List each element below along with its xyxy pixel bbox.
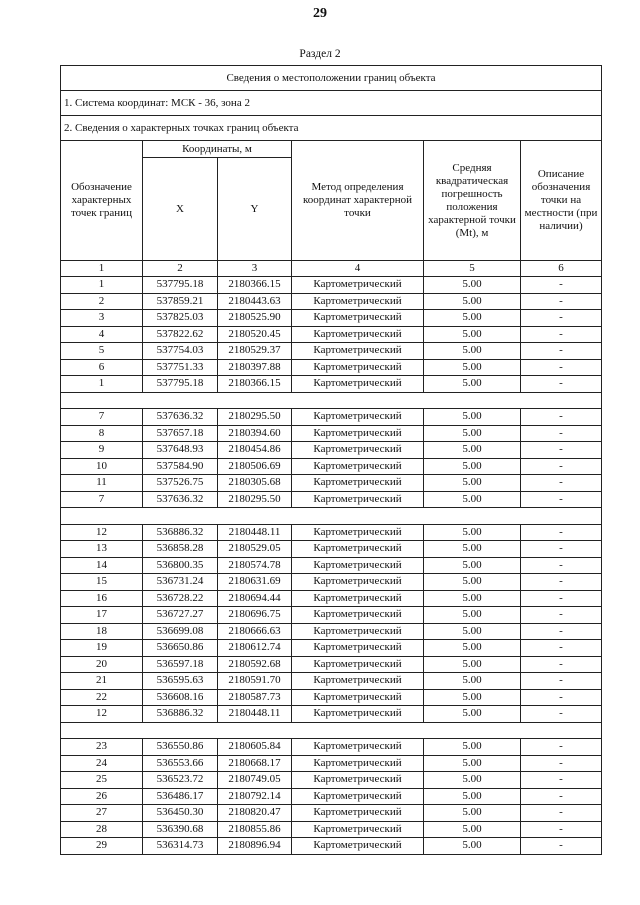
point-id-cell: 22 (61, 689, 143, 706)
table-row (61, 376, 602, 393)
method-cell: Картометрический (292, 805, 424, 822)
precision-cell: 5.00 (424, 343, 521, 360)
point-id-cell: 2 (61, 293, 143, 310)
precision-cell: 5.00 (424, 326, 521, 343)
table-row (61, 656, 602, 673)
x-coord-cell: 536886.32 (143, 524, 218, 541)
point-id-cell: 13 (61, 541, 143, 558)
col-x-header: X (143, 158, 218, 261)
method-cell: Картометрический (292, 442, 424, 459)
y-coord-cell: 2180454.86 (218, 442, 292, 459)
point-id-cell: 9 (61, 442, 143, 459)
y-coord-cell: 2180855.86 (218, 821, 292, 838)
description-cell: - (521, 343, 602, 360)
x-coord-cell: 536699.08 (143, 623, 218, 640)
table-title: Сведения о местоположении границ объекта (61, 66, 602, 91)
separator-cell (61, 722, 602, 739)
x-coord-cell: 536550.86 (143, 739, 218, 756)
x-coord-cell: 536553.66 (143, 755, 218, 772)
method-cell: Картометрический (292, 788, 424, 805)
description-cell: - (521, 475, 602, 492)
column-number: 6 (521, 261, 602, 277)
precision-cell: 5.00 (424, 838, 521, 855)
method-cell: Картометрический (292, 656, 424, 673)
y-coord-cell: 2180366.15 (218, 376, 292, 393)
table-row (61, 491, 602, 508)
precision-cell: 5.00 (424, 805, 521, 822)
precision-cell: 5.00 (424, 458, 521, 475)
precision-cell: 5.00 (424, 739, 521, 756)
method-cell: Картометрический (292, 359, 424, 376)
method-cell: Картометрический (292, 409, 424, 426)
method-cell: Картометрический (292, 310, 424, 327)
table-row (61, 805, 602, 822)
point-id-cell: 27 (61, 805, 143, 822)
y-coord-cell: 2180820.47 (218, 805, 292, 822)
x-coord-cell: 536800.35 (143, 557, 218, 574)
precision-cell: 5.00 (424, 293, 521, 310)
precision-cell: 5.00 (424, 755, 521, 772)
y-coord-cell: 2180525.90 (218, 310, 292, 327)
y-coord-cell: 2180295.50 (218, 491, 292, 508)
method-cell: Картометрический (292, 706, 424, 723)
point-id-cell: 6 (61, 359, 143, 376)
boundary-table (60, 65, 602, 855)
table-row (61, 359, 602, 376)
x-coord-cell: 536858.28 (143, 541, 218, 558)
point-id-cell: 12 (61, 706, 143, 723)
precision-cell: 5.00 (424, 656, 521, 673)
method-cell: Картометрический (292, 623, 424, 640)
point-id-cell: 10 (61, 458, 143, 475)
method-cell: Картометрический (292, 640, 424, 657)
precision-cell: 5.00 (424, 607, 521, 624)
precision-cell: 5.00 (424, 590, 521, 607)
x-coord-cell: 537657.18 (143, 425, 218, 442)
description-cell: - (521, 425, 602, 442)
precision-cell: 5.00 (424, 689, 521, 706)
precision-cell: 5.00 (424, 442, 521, 459)
method-cell: Картометрический (292, 293, 424, 310)
description-cell: - (521, 458, 602, 475)
method-cell: Картометрический (292, 491, 424, 508)
table-row (61, 343, 602, 360)
point-id-cell: 5 (61, 343, 143, 360)
precision-cell: 5.00 (424, 640, 521, 657)
y-coord-cell: 2180529.37 (218, 343, 292, 360)
y-coord-cell: 2180448.11 (218, 524, 292, 541)
x-coord-cell: 536595.63 (143, 673, 218, 690)
method-cell: Картометрический (292, 458, 424, 475)
description-cell: - (521, 706, 602, 723)
method-cell: Картометрический (292, 343, 424, 360)
description-cell: - (521, 409, 602, 426)
table-row (61, 541, 602, 558)
point-id-cell: 1 (61, 277, 143, 294)
description-cell: - (521, 755, 602, 772)
x-coord-cell: 536523.72 (143, 772, 218, 789)
x-coord-cell: 537795.18 (143, 277, 218, 294)
point-id-cell: 25 (61, 772, 143, 789)
table-row (61, 821, 602, 838)
separator-row (61, 722, 602, 739)
col-point-header: Обозначение характерных точек границ (61, 141, 143, 261)
y-coord-cell: 2180631.69 (218, 574, 292, 591)
table-row (61, 607, 602, 624)
point-id-cell: 21 (61, 673, 143, 690)
description-cell: - (521, 607, 602, 624)
method-cell: Картометрический (292, 607, 424, 624)
precision-cell: 5.00 (424, 557, 521, 574)
point-id-cell: 8 (61, 425, 143, 442)
col-description-header: Описание обозначения точки на местности (при наличии) (521, 141, 602, 261)
description-cell: - (521, 442, 602, 459)
method-cell: Картометрический (292, 475, 424, 492)
y-coord-cell: 2180506.69 (218, 458, 292, 475)
point-id-cell: 15 (61, 574, 143, 591)
table-row (61, 458, 602, 475)
table-row (61, 788, 602, 805)
table-row (61, 623, 602, 640)
precision-cell: 5.00 (424, 409, 521, 426)
point-id-cell: 16 (61, 590, 143, 607)
precision-cell: 5.00 (424, 706, 521, 723)
x-coord-cell: 536450.30 (143, 805, 218, 822)
separator-cell (61, 508, 602, 525)
x-coord-cell: 536731.24 (143, 574, 218, 591)
y-coord-cell: 2180520.45 (218, 326, 292, 343)
separator-cell (61, 392, 602, 409)
column-number-row (61, 261, 602, 277)
y-coord-cell: 2180574.78 (218, 557, 292, 574)
table-row (61, 409, 602, 426)
precision-cell: 5.00 (424, 524, 521, 541)
description-cell: - (521, 491, 602, 508)
x-coord-cell: 537795.18 (143, 376, 218, 393)
y-coord-cell: 2180896.94 (218, 838, 292, 855)
description-cell: - (521, 805, 602, 822)
column-number: 4 (292, 261, 424, 277)
point-id-cell: 26 (61, 788, 143, 805)
column-number: 2 (143, 261, 218, 277)
method-cell: Картометрический (292, 755, 424, 772)
method-cell: Картометрический (292, 574, 424, 591)
point-id-cell: 4 (61, 326, 143, 343)
x-coord-cell: 537526.75 (143, 475, 218, 492)
description-cell: - (521, 310, 602, 327)
method-cell: Картометрический (292, 376, 424, 393)
x-coord-cell: 536597.18 (143, 656, 218, 673)
x-coord-cell: 536650.86 (143, 640, 218, 657)
points-header-row: 2. Сведения о характерных точках границ объекта (61, 116, 602, 141)
description-cell: - (521, 541, 602, 558)
point-id-cell: 20 (61, 656, 143, 673)
description-cell: - (521, 524, 602, 541)
method-cell: Картометрический (292, 541, 424, 558)
method-cell: Картометрический (292, 524, 424, 541)
y-coord-cell: 2180587.73 (218, 689, 292, 706)
x-coord-cell: 537584.90 (143, 458, 218, 475)
description-cell: - (521, 623, 602, 640)
table-row (61, 293, 602, 310)
y-coord-cell: 2180305.68 (218, 475, 292, 492)
description-cell: - (521, 772, 602, 789)
method-cell: Картометрический (292, 838, 424, 855)
separator-row (61, 392, 602, 409)
precision-cell: 5.00 (424, 574, 521, 591)
description-cell: - (521, 293, 602, 310)
x-coord-cell: 537648.93 (143, 442, 218, 459)
description-cell: - (521, 640, 602, 657)
method-cell: Картометрический (292, 772, 424, 789)
precision-cell: 5.00 (424, 541, 521, 558)
table-row (61, 524, 602, 541)
x-coord-cell: 536314.73 (143, 838, 218, 855)
point-id-cell: 18 (61, 623, 143, 640)
description-cell: - (521, 821, 602, 838)
point-id-cell: 29 (61, 838, 143, 855)
description-cell: - (521, 557, 602, 574)
x-coord-cell: 536727.27 (143, 607, 218, 624)
method-cell: Картометрический (292, 557, 424, 574)
description-cell: - (521, 838, 602, 855)
description-cell: - (521, 326, 602, 343)
y-coord-cell: 2180366.15 (218, 277, 292, 294)
method-cell: Картометрический (292, 689, 424, 706)
x-coord-cell: 537636.32 (143, 409, 218, 426)
point-id-cell: 17 (61, 607, 143, 624)
table-row (61, 640, 602, 657)
x-coord-cell: 536608.16 (143, 689, 218, 706)
method-cell: Картометрический (292, 739, 424, 756)
precision-cell: 5.00 (424, 376, 521, 393)
x-coord-cell: 536390.68 (143, 821, 218, 838)
table-row (61, 475, 602, 492)
table-row (61, 689, 602, 706)
table-row (61, 590, 602, 607)
y-coord-cell: 2180612.74 (218, 640, 292, 657)
point-id-cell: 19 (61, 640, 143, 657)
column-number: 1 (61, 261, 143, 277)
y-coord-cell: 2180394.60 (218, 425, 292, 442)
col-precision-header: Средняя квадратическая погрешность положения характерной точки (Mt), м (424, 141, 521, 261)
table-row (61, 277, 602, 294)
point-id-cell: 1 (61, 376, 143, 393)
precision-cell: 5.00 (424, 673, 521, 690)
y-coord-cell: 2180605.84 (218, 739, 292, 756)
table-row (61, 557, 602, 574)
x-coord-cell: 536886.32 (143, 706, 218, 723)
y-coord-cell: 2180591.70 (218, 673, 292, 690)
point-id-cell: 11 (61, 475, 143, 492)
description-cell: - (521, 788, 602, 805)
description-cell: - (521, 277, 602, 294)
description-cell: - (521, 739, 602, 756)
precision-cell: 5.00 (424, 788, 521, 805)
section-title: Раздел 2 (299, 48, 341, 60)
y-coord-cell: 2180443.63 (218, 293, 292, 310)
table-row (61, 673, 602, 690)
description-cell: - (521, 574, 602, 591)
method-cell: Картометрический (292, 821, 424, 838)
y-coord-cell: 2180592.68 (218, 656, 292, 673)
precision-cell: 5.00 (424, 277, 521, 294)
precision-cell: 5.00 (424, 772, 521, 789)
table-row (61, 706, 602, 723)
precision-cell: 5.00 (424, 821, 521, 838)
table-row (61, 310, 602, 327)
table-row (61, 574, 602, 591)
x-coord-cell: 537825.03 (143, 310, 218, 327)
y-coord-cell: 2180666.63 (218, 623, 292, 640)
point-id-cell: 7 (61, 409, 143, 426)
x-coord-cell: 537859.21 (143, 293, 218, 310)
y-coord-cell: 2180295.50 (218, 409, 292, 426)
x-coord-cell: 536728.22 (143, 590, 218, 607)
point-id-cell: 24 (61, 755, 143, 772)
y-coord-cell: 2180694.44 (218, 590, 292, 607)
method-cell: Картометрический (292, 326, 424, 343)
separator-row (61, 508, 602, 525)
y-coord-cell: 2180529.05 (218, 541, 292, 558)
y-coord-cell: 2180397.88 (218, 359, 292, 376)
x-coord-cell: 537754.03 (143, 343, 218, 360)
coord-system-row: 1. Система координат: МСК - 36, зона 2 (61, 91, 602, 116)
page-number: 29 (313, 6, 327, 21)
method-cell: Картометрический (292, 277, 424, 294)
point-id-cell: 14 (61, 557, 143, 574)
precision-cell: 5.00 (424, 475, 521, 492)
table-row (61, 326, 602, 343)
point-id-cell: 12 (61, 524, 143, 541)
y-coord-cell: 2180448.11 (218, 706, 292, 723)
precision-cell: 5.00 (424, 425, 521, 442)
x-coord-cell: 537751.33 (143, 359, 218, 376)
precision-cell: 5.00 (424, 491, 521, 508)
y-coord-cell: 2180749.05 (218, 772, 292, 789)
point-id-cell: 28 (61, 821, 143, 838)
description-cell: - (521, 590, 602, 607)
column-number: 5 (424, 261, 521, 277)
table-row (61, 442, 602, 459)
description-cell: - (521, 673, 602, 690)
x-coord-cell: 536486.17 (143, 788, 218, 805)
col-coords-header: Координаты, м (143, 141, 292, 158)
column-number: 3 (218, 261, 292, 277)
precision-cell: 5.00 (424, 623, 521, 640)
method-cell: Картометрический (292, 425, 424, 442)
table-row (61, 838, 602, 855)
table-row (61, 772, 602, 789)
point-id-cell: 23 (61, 739, 143, 756)
col-y-header: Y (218, 158, 292, 261)
precision-cell: 5.00 (424, 310, 521, 327)
description-cell: - (521, 376, 602, 393)
method-cell: Картометрический (292, 590, 424, 607)
col-method-header: Метод определения координат характерной точки (292, 141, 424, 261)
precision-cell: 5.00 (424, 359, 521, 376)
y-coord-cell: 2180696.75 (218, 607, 292, 624)
point-id-cell: 3 (61, 310, 143, 327)
table-row (61, 425, 602, 442)
description-cell: - (521, 689, 602, 706)
point-id-cell: 7 (61, 491, 143, 508)
table-row (61, 739, 602, 756)
x-coord-cell: 537822.62 (143, 326, 218, 343)
method-cell: Картометрический (292, 673, 424, 690)
table-row (61, 755, 602, 772)
y-coord-cell: 2180668.17 (218, 755, 292, 772)
y-coord-cell: 2180792.14 (218, 788, 292, 805)
x-coord-cell: 537636.32 (143, 491, 218, 508)
description-cell: - (521, 359, 602, 376)
description-cell: - (521, 656, 602, 673)
